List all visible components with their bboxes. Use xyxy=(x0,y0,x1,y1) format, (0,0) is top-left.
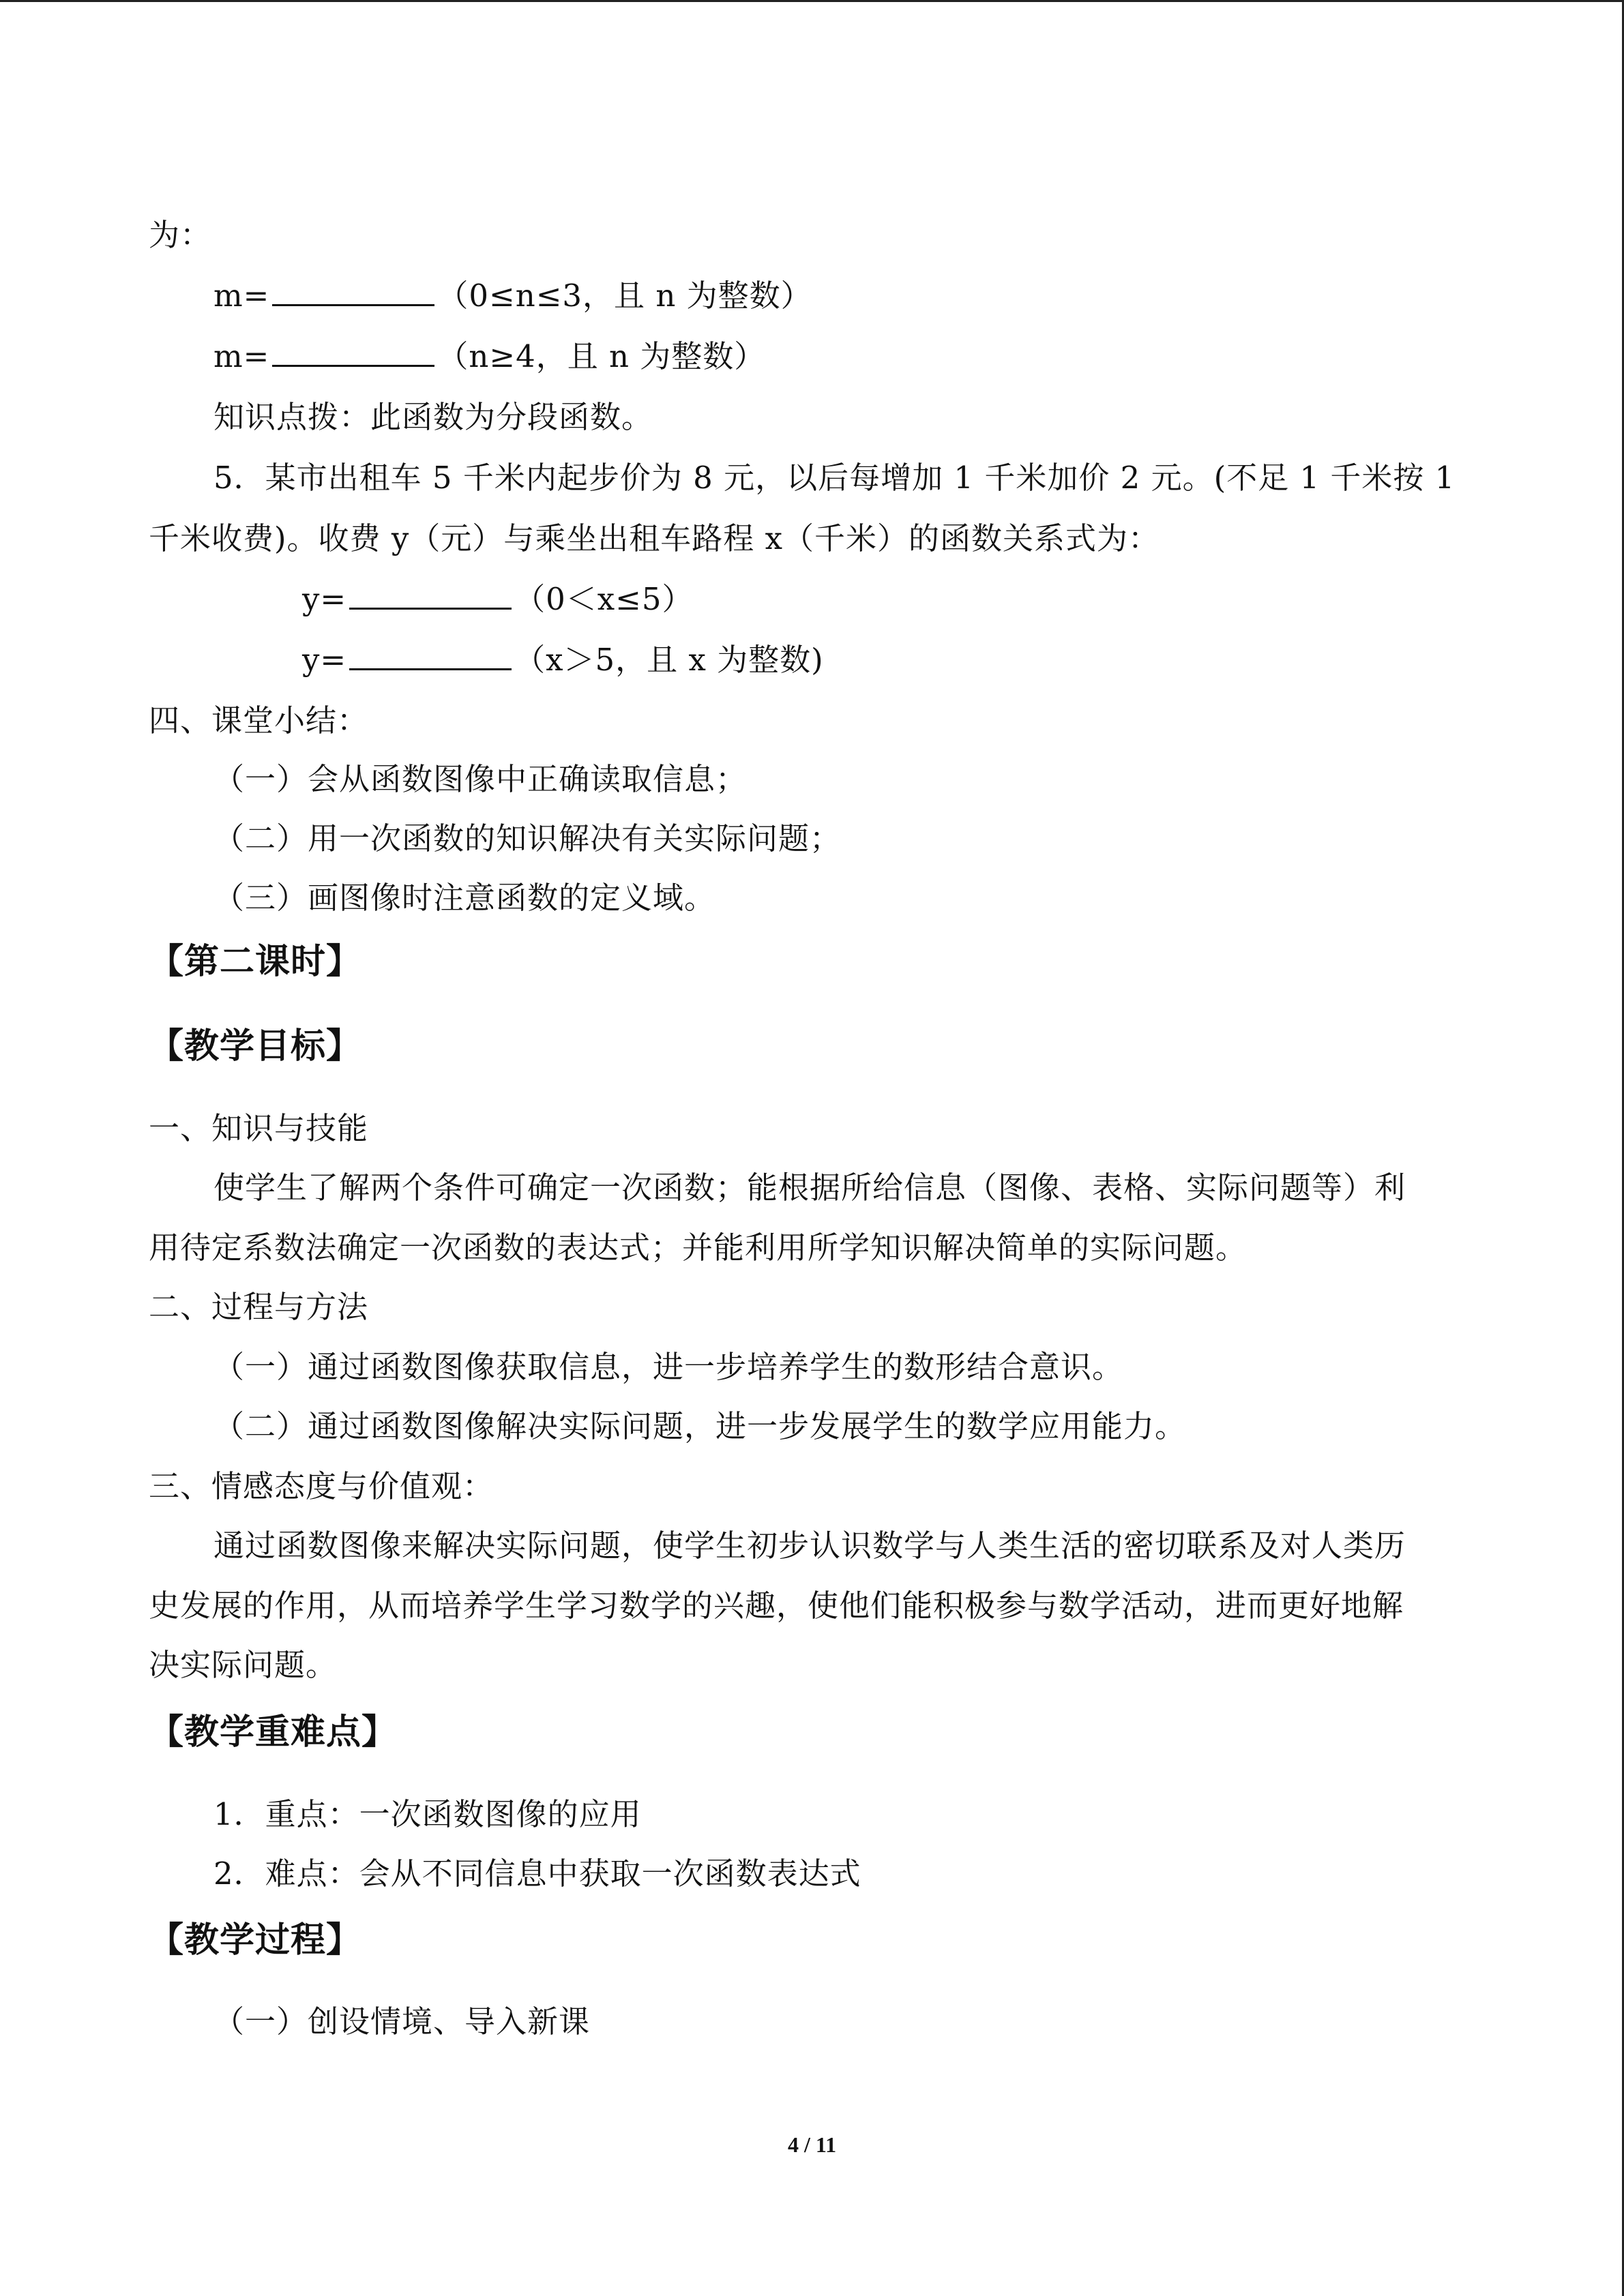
formula-prefix: y= xyxy=(302,581,347,617)
text-line: （一）通过函数图像获取信息，进一步培养学生的数形结合意识。 xyxy=(213,1349,1124,1385)
answer-blank xyxy=(349,580,512,610)
formula-prefix: m= xyxy=(213,338,270,374)
condition-text: （n≥4，且 n 为整数） xyxy=(437,338,766,374)
section-heading: 四、课堂小结： xyxy=(149,702,369,739)
key-points-heading: 【教学重难点】 xyxy=(149,1712,398,1753)
text-line: （二）用一次函数的知识解决有关实际问题； xyxy=(213,820,842,856)
condition-text: （0＜x≤5） xyxy=(514,581,694,617)
text-line: （二）通过函数图像解决实际问题，进一步发展学生的数学应用能力。 xyxy=(213,1408,1187,1444)
answer-blank xyxy=(272,338,434,367)
text-line: （一）创设情境、导入新课 xyxy=(213,2003,591,2040)
text-line: 5．某市出租车 5 千米内起步价为 8 元，以后每增加 1 千米加价 2 元。(不足 1 千米按 1 xyxy=(213,460,1456,496)
answer-blank xyxy=(272,277,434,306)
page-number: 4 / 11 xyxy=(787,2132,837,2157)
section-heading: 三、情感态度与价值观： xyxy=(149,1468,494,1504)
text-line: 通过函数图像来解决实际问题，使学生初步认识数学与人类生活的密切联系及对人类历 xyxy=(213,1527,1406,1564)
condition-text: （0≤n≤3，且 n 为整数） xyxy=(437,278,812,314)
text-line: 千米收费)。收费 y（元）与乘坐出租车路程 x（千米）的函数关系式为： xyxy=(149,520,1160,556)
text-line: （一）会从函数图像中正确读取信息； xyxy=(213,761,748,797)
top-border xyxy=(0,0,1624,2)
answer-blank xyxy=(349,641,512,670)
text-line: 史发展的作用，从而培养学生学习数学的兴趣，使他们能积极参与数学活动，进而更好地解 xyxy=(149,1587,1404,1624)
fill-in-line xyxy=(213,336,765,377)
text-line: 知识点拨：此函数为分段函数。 xyxy=(213,399,653,435)
condition-text: （x＞5，且 x 为整数) xyxy=(514,642,824,678)
text-line: 用待定系数法确定一次函数的表达式；并能利用所学知识解决简单的实际问题。 xyxy=(149,1229,1247,1266)
section-heading: 一、知识与技能 xyxy=(149,1110,369,1146)
formula-prefix: y= xyxy=(302,642,347,678)
text-line: 决实际问题。 xyxy=(149,1647,338,1683)
text-line: 使学生了解两个条件可确定一次函数；能根据所给信息（图像、表格、实际问题等）利 xyxy=(213,1169,1406,1206)
formula-prefix: m= xyxy=(213,278,270,314)
objectives-heading: 【教学目标】 xyxy=(149,1026,362,1067)
section-heading: 二、过程与方法 xyxy=(149,1289,369,1325)
fill-in-line xyxy=(302,640,824,681)
fill-in-line xyxy=(302,579,694,620)
process-heading: 【教学过程】 xyxy=(149,1920,362,1960)
text-line: （三）画图像时注意函数的定义域。 xyxy=(213,880,716,916)
text-line: 1．重点：一次函数图像的应用 xyxy=(213,1796,642,1832)
text-line: 为： xyxy=(149,217,212,253)
fill-in-line xyxy=(213,275,812,316)
lesson-heading: 【第二课时】 xyxy=(149,942,362,982)
text-line: 2．难点：会从不同信息中获取一次函数表达式 xyxy=(213,1855,861,1892)
